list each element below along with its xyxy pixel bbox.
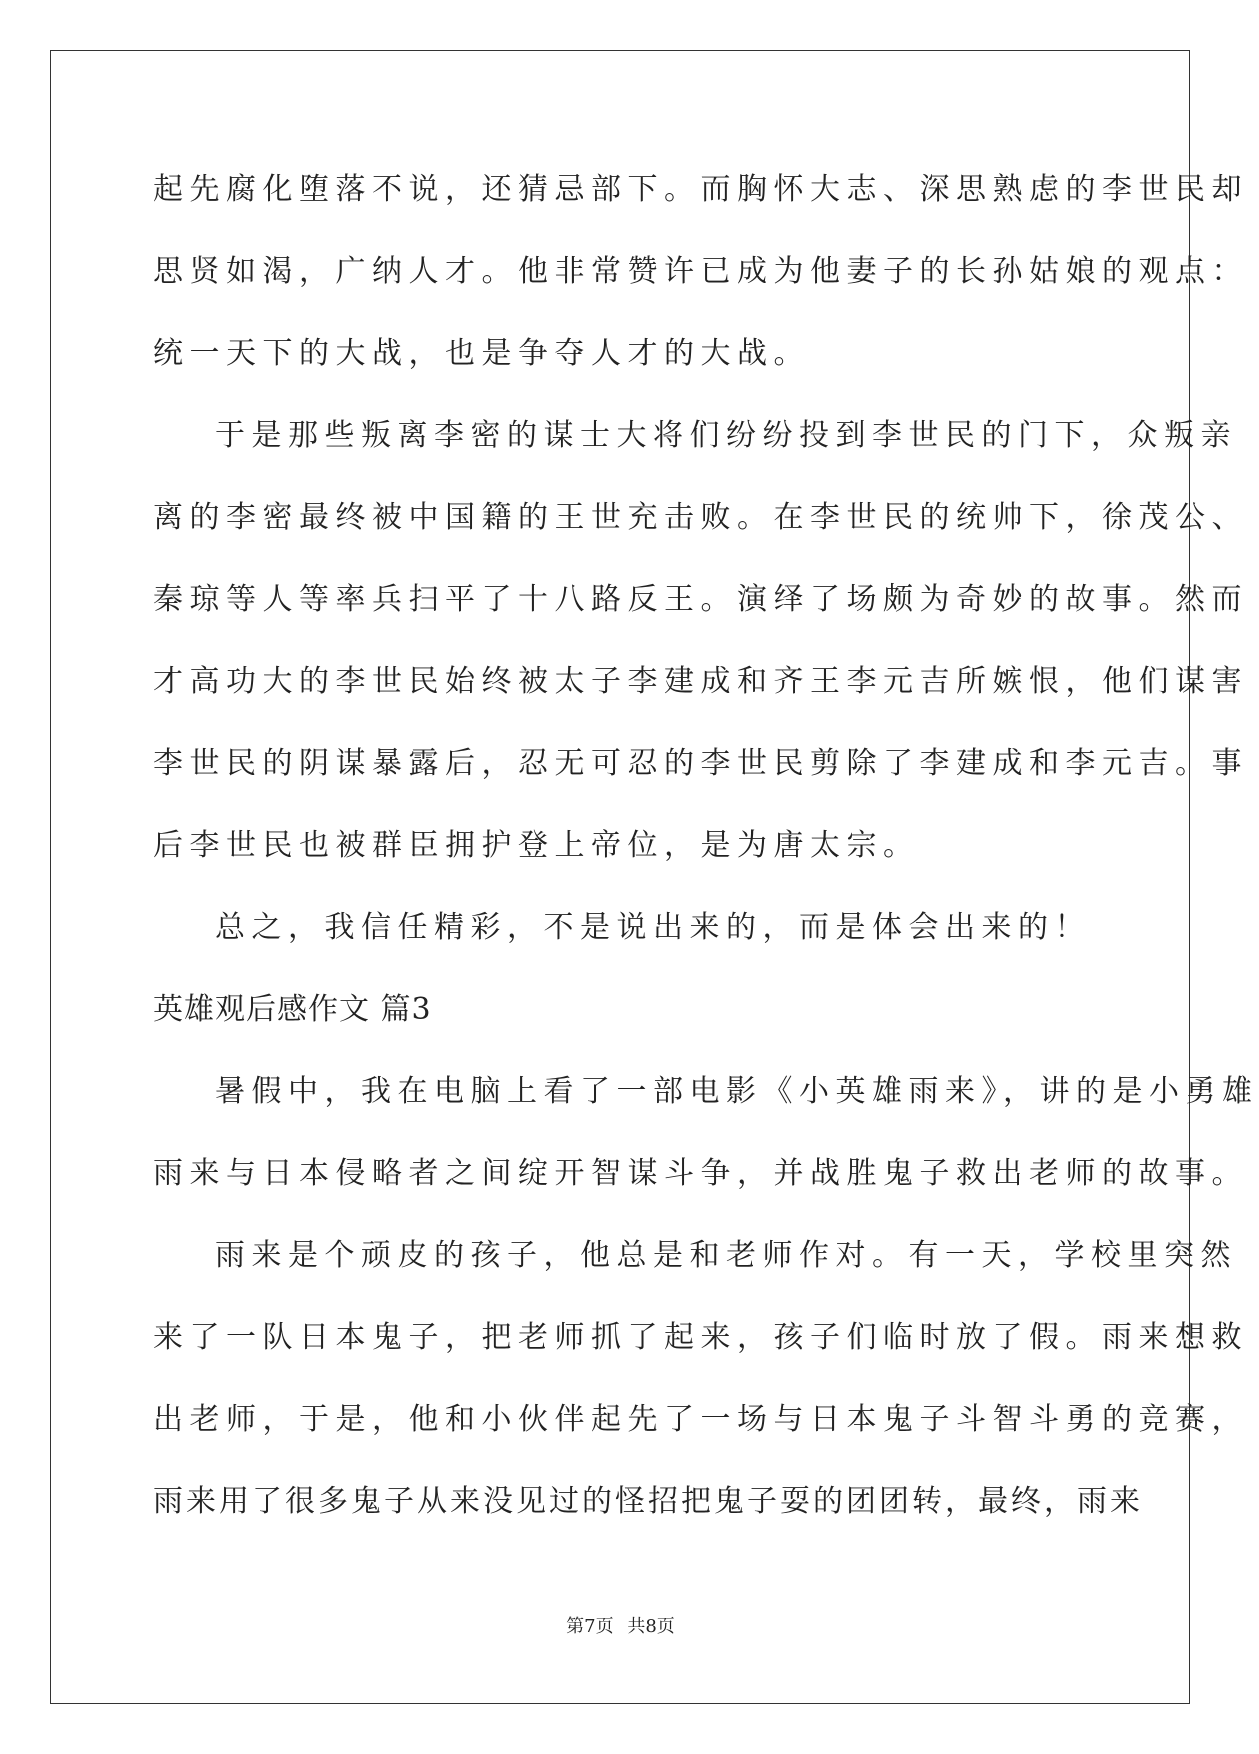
paragraph-start-line: 暑假中，我在电脑上看了一部电影《小英雄雨来》，讲的是小勇雄 — [215, 1074, 1259, 1109]
text-line: 雨来用了很多鬼子从来没见过的怪招把鬼子耍的团团转，最终，雨来 — [153, 1484, 1143, 1519]
text-line: 李世民的阴谋暴露后，忍无可忍的李世民剪除了李建成和李元吉。事 — [153, 746, 1248, 781]
paragraph-start-line: 总之，我信任精彩，不是说出来的，而是体会出来的！ — [215, 910, 1091, 945]
text-line: 离的李密最终被中国籍的王世充击败。在李世民的统帅下，徐茂公、 — [153, 500, 1248, 535]
page-number: 第7页 — [566, 1616, 614, 1637]
page-footer — [0, 1612, 1241, 1638]
document-body — [153, 160, 1259, 1554]
text-line: 才高功大的李世民始终被太子李建成和齐王李元吉所嫉恨，他们谋害 — [153, 664, 1248, 699]
text-line: 秦琼等人等率兵扫平了十八路反王。演绎了场颇为奇妙的故事。然而 — [153, 582, 1248, 617]
section-heading: 英雄观后感作文 篇3 — [153, 992, 432, 1027]
total-pages: 共8页 — [627, 1616, 675, 1637]
text-line: 出老师，于是，他和小伙伴起先了一场与日本鬼子斗智斗勇的竞赛， — [153, 1402, 1248, 1437]
paragraph-start-line: 于是那些叛离李密的谋士大将们纷纷投到李世民的门下，众叛亲 — [215, 418, 1237, 453]
text-line: 起先腐化堕落不说，还猜忌部下。而胸怀大志、深思熟虑的李世民却 — [153, 172, 1248, 207]
text-line: 统一天下的大战，也是争夺人才的大战。 — [153, 336, 810, 371]
text-line: 来了一队日本鬼子，把老师抓了起来，孩子们临时放了假。雨来想救 — [153, 1320, 1248, 1355]
text-line: 思贤如渴，广纳人才。他非常赞许已成为他妻子的长孙姑娘的观点： — [153, 254, 1248, 289]
text-line: 后李世民也被群臣拥护登上帝位，是为唐太宗。 — [153, 828, 920, 863]
paragraph-start-line: 雨来是个顽皮的孩子，他总是和老师作对。有一天，学校里突然 — [215, 1238, 1237, 1273]
text-line: 雨来与日本侵略者之间绽开智谋斗争，并战胜鬼子救出老师的故事。 — [153, 1156, 1248, 1191]
